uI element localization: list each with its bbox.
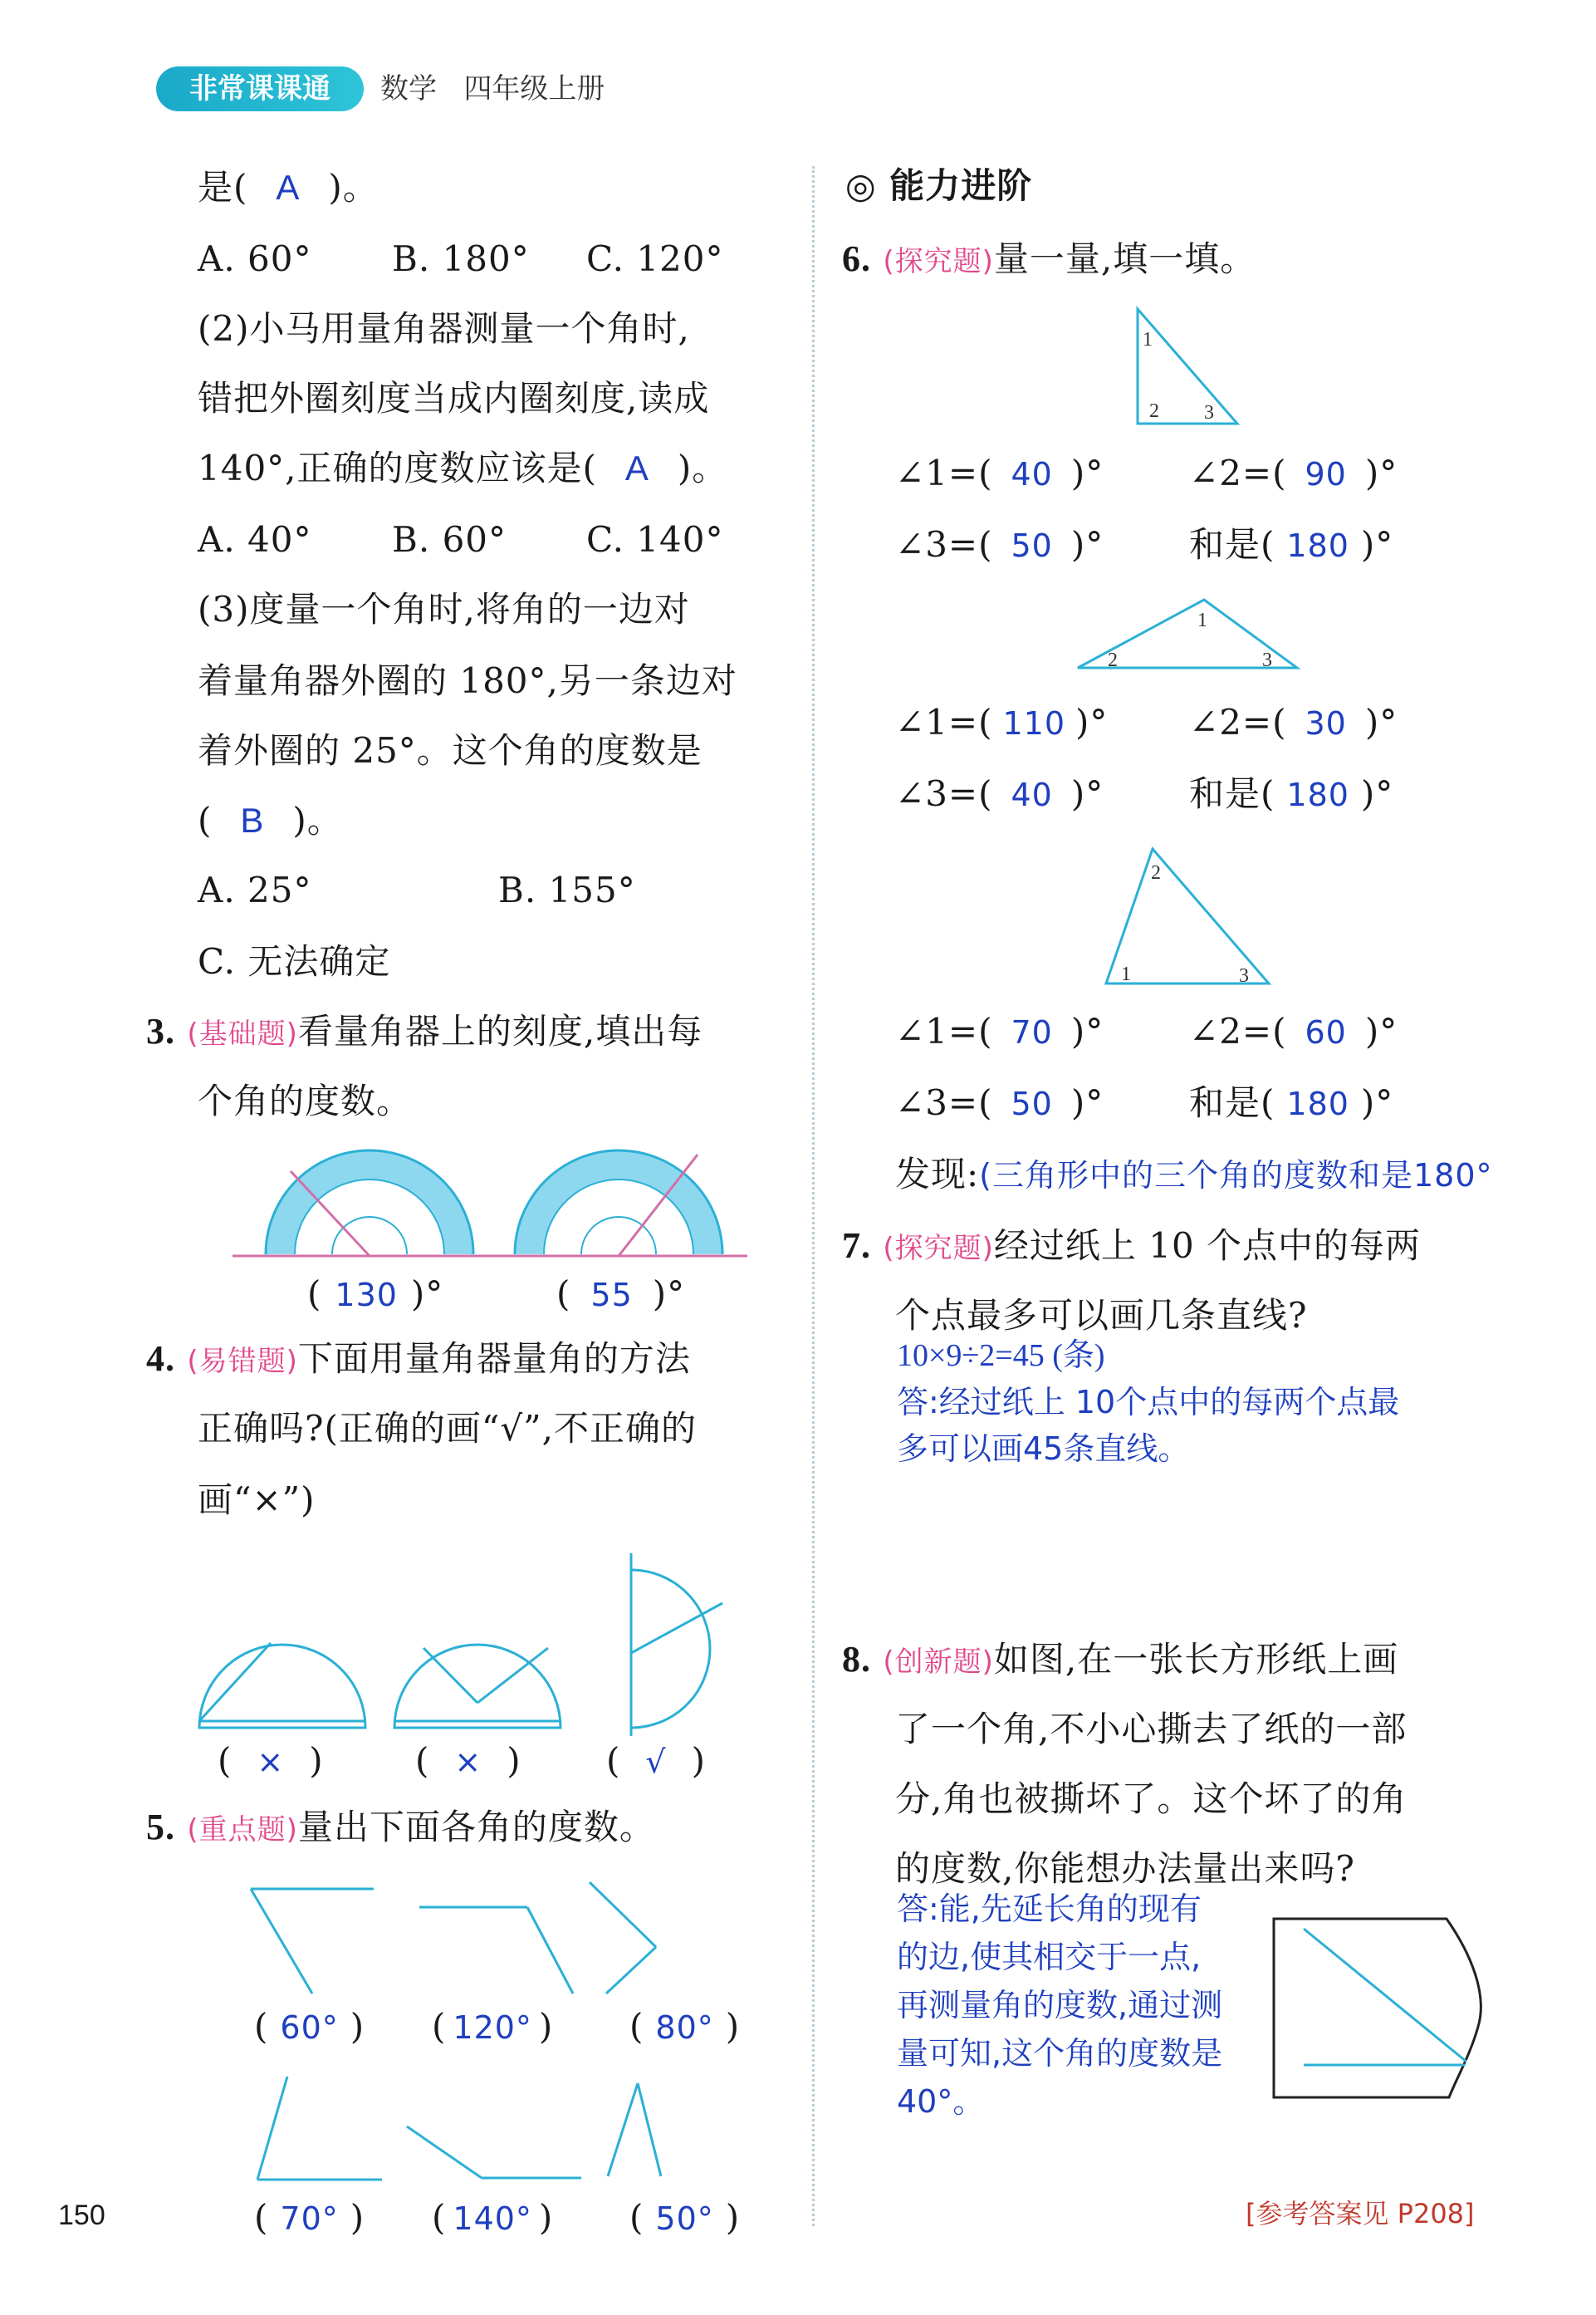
brand-badge: 非常课课通: [156, 66, 364, 111]
q2a-option-b: B. 180°: [392, 238, 530, 279]
q8-line-2: 了一个角,不小心撕去了纸的一部: [895, 1709, 1408, 1749]
q5-angle-5: [407, 2126, 581, 2178]
q6-t2-angle2: ∠2=( 30 )°: [1189, 702, 1398, 743]
double-circle-icon: ◎: [845, 165, 877, 206]
q2b-option-c: C. 140°: [586, 519, 724, 560]
answer-reference: [参考答案见 P208]: [1246, 2198, 1475, 2229]
q7-answer-line-2: 多可以画45条直线。: [897, 1430, 1190, 1467]
q2a-answer: A: [276, 168, 301, 207]
tri2-label-1: 1: [1197, 610, 1207, 631]
q2b-line-3: 140°,正确的度数应该是( A )。: [198, 448, 728, 488]
q3-line-1: 3. (基础题)看量角器上的刻度,填出每: [146, 1011, 703, 1052]
q5-answer-1: ( 60° ): [254, 2006, 365, 2047]
q3-answer-2: ( 55 )°: [556, 1273, 686, 1314]
q8-tag: (创新题): [883, 1646, 994, 1679]
q8-answer-line-1: 答:能,先延长角的现有: [897, 1891, 1202, 1927]
q2b-option-a: A. 40°: [198, 519, 312, 560]
q6-t1-sum: 和是( 180 )°: [1189, 524, 1394, 565]
q2c-answer: B: [240, 801, 265, 840]
q4-line-3: 画“×”): [198, 1479, 316, 1520]
q6-t2-angle1: ∠1=( 110 )°: [895, 702, 1109, 743]
q2c-option-b: B. 155°: [498, 870, 636, 910]
grade: 四年级上册: [463, 72, 605, 105]
q2b-line-1: (2)小马用量角器测量一个角时,: [198, 308, 690, 349]
tri1-label-1: 1: [1143, 329, 1153, 351]
protractor-2: [482, 1150, 747, 1256]
q4-answer-3: ( √ ): [606, 1740, 706, 1781]
protractor-1: [233, 1150, 498, 1256]
q8-answer-line-3: 再测量角的度数,通过测: [897, 1987, 1223, 2023]
q2b-line-2: 错把外圈刻度当成内圈刻度,读成: [198, 378, 710, 419]
q6-t3-angle2: ∠2=( 60 )°: [1189, 1011, 1398, 1052]
q5-angle-4: [257, 2077, 382, 2180]
q3-protractor-figures: [233, 1146, 747, 1279]
q6-t1-angle1: ∠1=( 40 )°: [895, 453, 1104, 493]
q6-triangle-3: [1096, 842, 1295, 992]
q6-t3-angle3: ∠3=( 50 )°: [895, 1082, 1104, 1123]
q2c-line-1: (3)度量一个角时,将角的一边对: [198, 589, 690, 630]
q8-line-3: 分,角也被撕坏了。这个坏了的角: [895, 1778, 1408, 1819]
tri1-label-2: 2: [1149, 400, 1159, 422]
tri2-label-2: 2: [1108, 650, 1118, 671]
q6-finding-answer: (三角形中的三个角的度数和是180°: [979, 1157, 1493, 1194]
q6-line-1: 6. (探究题)量一量,填一填。: [842, 238, 1256, 279]
q3-tag: (基础题): [187, 1018, 298, 1051]
q3-line-2: 个角的度数。: [198, 1081, 413, 1121]
q6-t3-angle1: ∠1=( 70 )°: [895, 1011, 1104, 1052]
section-heading: ◎ 能力进阶: [845, 165, 1033, 206]
q6-tag: (探究题): [883, 245, 994, 278]
q6-triangle-2: [1071, 593, 1320, 676]
q4-tag: (易错题): [187, 1345, 298, 1378]
q5-answer-2: ( 120° ): [432, 2006, 554, 2047]
q5-angle-6: [608, 2083, 661, 2176]
q8-line-4: 的度数,你能想办法量出来吗?: [895, 1848, 1355, 1889]
q8-answer-line-2: 的边,使其相交于一点,: [897, 1939, 1202, 1975]
q5-angle-1: [251, 1889, 374, 1994]
q2c-line-3: 着外圈的 25°。这个角的度数是: [198, 730, 703, 771]
q7-tag: (探究题): [883, 1232, 994, 1265]
q5-answer-6: ( 50° ): [629, 2197, 741, 2238]
q8-torn-paper-figure: [1270, 1910, 1495, 2110]
q2a-line: 是( A )。: [198, 167, 379, 208]
q6-t1-angle2: ∠2=( 90 )°: [1189, 453, 1398, 493]
q6-t1-angle3: ∠3=( 50 )°: [895, 524, 1104, 565]
q3-answer-1: ( 130 )°: [307, 1273, 444, 1314]
q2b-answer: A: [624, 449, 649, 488]
q2c-option-a: A. 25°: [198, 870, 312, 910]
q5-answer-3: ( 80° ): [629, 2006, 741, 2047]
book-title: [380, 68, 605, 110]
q7-answer-line-1: 答:经过纸上 10个点中的每两个点最: [897, 1384, 1400, 1420]
q4-figure-2: [394, 1645, 561, 1728]
q4-figure-1: [199, 1643, 365, 1728]
q8-line-1: 8. (创新题)如图,在一张长方形纸上画: [842, 1639, 1399, 1680]
tri2-label-3: 3: [1262, 650, 1272, 671]
q2c-option-c: C. 无法确定: [198, 941, 391, 982]
q6-t2-angle3: ∠3=( 40 )°: [895, 773, 1104, 814]
q4-line-2: 正确吗?(正确的画“√”,不正确的: [198, 1408, 697, 1449]
q4-line-1: 4. (易错题)下面用量角器量角的方法: [146, 1338, 691, 1379]
q4-figures: [191, 1545, 739, 1736]
column-divider: [812, 166, 815, 2226]
tri3-label-1: 1: [1121, 964, 1131, 985]
q6-t2-sum: 和是( 180 )°: [1189, 773, 1394, 814]
q4-answer-2: ( × ): [415, 1740, 521, 1781]
q6-t3-sum: 和是( 180 )°: [1189, 1082, 1394, 1123]
q2a-option-c: C. 120°: [586, 238, 724, 279]
q5-tag: (重点题): [187, 1813, 298, 1847]
q5-angle-3: [590, 1882, 656, 1994]
q8-answer-line-5: 40°。: [897, 2083, 985, 2120]
q7-line-1: 7. (探究题)经过纸上 10 个点中的每两: [842, 1225, 1422, 1266]
q6-finding: 发现:(三角形中的三个角的度数和是180°: [895, 1154, 1493, 1194]
q8-answer-line-4: 量可知,这个角的度数是: [897, 2035, 1223, 2072]
tri3-label-3: 3: [1239, 965, 1249, 987]
page-number: 150: [58, 2200, 105, 2231]
q2c-line-4: ( B )。: [198, 800, 343, 841]
q4-figure-3: [631, 1553, 722, 1736]
q5-answer-4: ( 70° ): [254, 2197, 365, 2238]
q7-line-2: 个点最多可以画几条直线?: [895, 1295, 1308, 1336]
tri1-label-3: 3: [1204, 402, 1214, 424]
q4-answer-1: ( × ): [218, 1740, 324, 1781]
q2b-option-b: B. 60°: [392, 519, 507, 560]
q7-calculation: 10×9÷2=45 (条): [897, 1338, 1105, 1373]
subject: 数学: [380, 72, 437, 105]
q2a-option-a: A. 60°: [198, 238, 312, 279]
q5-line-1: 5. (重点题)量出下面各角的度数。: [146, 1807, 655, 1847]
q5-angle-2: [419, 1907, 573, 1994]
q6-triangle-1: [1080, 299, 1362, 432]
tri3-label-2: 2: [1151, 862, 1161, 884]
q2c-line-2: 着量角器外圈的 180°,另一条边对: [198, 660, 737, 701]
q5-answer-5: ( 140° ): [432, 2197, 554, 2238]
